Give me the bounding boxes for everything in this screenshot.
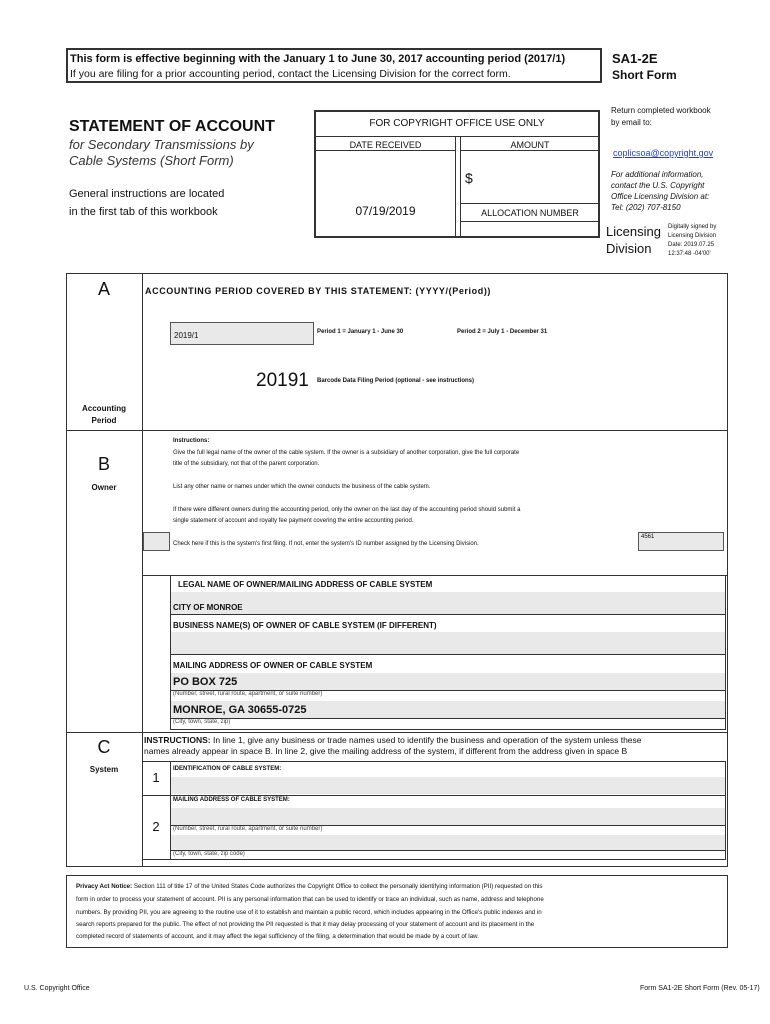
privacy-line-5: completed record of statements of account, and it may affect the legal sufficiency of the filing, a determination that would be made by a court of law. xyxy=(76,933,479,940)
privacy-line-4: search reports prepared for the public. The effect of not providing the PII requested is that it may delay processing of your statement of account and its placement in the xyxy=(76,921,535,928)
space-a-side-1: Accounting xyxy=(82,404,126,413)
privacy-line-3: numbers. By providing PII, you are agreeing to the routine use of it to establish and maintain a public record, which includes appearing in the Office's public indexes and in xyxy=(76,909,542,916)
business-name-field[interactable] xyxy=(171,632,725,654)
owner-instruction-3a: If there were different owners during the accounting period, only the owner on the last day of the accounting period should submit a xyxy=(173,507,521,513)
owner-instruction-1a: Give the full legal name of the owner of the cable system. If the owner is a subsidiary of another corporation, give the full corporate xyxy=(173,450,520,456)
identification-field[interactable] xyxy=(171,777,725,794)
owner-instruction-3b: single statement of account and royalty fee payment covering the entire accounting period. xyxy=(173,518,414,524)
footer-right: Form SA1-2E Short Form (Rev. 05-17) xyxy=(640,985,760,992)
legal-name-field[interactable] xyxy=(171,592,725,614)
form-type: Short Form xyxy=(612,68,677,82)
info-line-1: For additional information, xyxy=(611,170,704,179)
return-email-link[interactable]: coplicsoa@copyright.gov xyxy=(613,148,714,158)
signature-name-1: Licensing xyxy=(606,224,661,239)
privacy-bold: Privacy Act Notice: xyxy=(76,883,133,890)
info-line-3: Office Licensing Division at: xyxy=(611,192,710,201)
signature-detail-4: 12:37:48 -04'00' xyxy=(668,251,711,257)
effective-notice-line2: If you are filing for a prior accounting period, contact the Licensing Division for the correct form. xyxy=(70,68,511,80)
return-line-1: Return completed workbook xyxy=(611,106,711,115)
statement-title: STATEMENT OF ACCOUNT xyxy=(69,118,275,135)
general-instructions-1: General instructions are located xyxy=(69,188,225,200)
signature-name-2: Division xyxy=(606,241,652,256)
barcode-period-value: 20191 xyxy=(256,370,309,391)
privacy-line-1 xyxy=(76,883,543,890)
amount-label: AMOUNT xyxy=(510,140,550,150)
system-street-field[interactable] xyxy=(171,808,725,825)
owner-instructions-title: Instructions: xyxy=(173,438,210,444)
period-2-note: Period 2 = July 1 - December 31 xyxy=(457,329,548,335)
form-code: SA1-2E xyxy=(612,51,658,66)
legal-name-value: CITY OF MONROE xyxy=(173,603,243,612)
system-mailing-label: MAILING ADDRESS OF CABLE SYSTEM: xyxy=(173,797,290,803)
return-line-2: by email to: xyxy=(611,118,652,127)
system-instructions-line2: names already appear in space B. In line 2, give the mailing address of the system, if different from the address given in space B xyxy=(144,746,628,756)
system-street-caption: (Number, street, rural route, apartment, or suite number) xyxy=(173,826,323,832)
office-use-box xyxy=(314,110,600,238)
system-city-field[interactable] xyxy=(171,835,725,850)
owner-city-value: MONROE, GA 30655-0725 xyxy=(173,704,307,716)
date-received-label: DATE RECEIVED xyxy=(349,140,422,150)
accounting-period-value: 2019/1 xyxy=(174,331,199,340)
space-c-letter: C xyxy=(97,737,111,757)
line-2-number: 2 xyxy=(152,819,160,834)
effective-notice-line1: This form is effective beginning with the January 1 to June 30, 2017 accounting period (2017/1) xyxy=(70,53,566,65)
first-filing-label: Check here if this is the system's first filing. If not, enter the system's ID number assigned by the Licensing Division. xyxy=(173,541,479,547)
owner-street-caption: (Number, street, rural route, apartment, or suite number) xyxy=(173,691,323,697)
system-id-value: 4561 xyxy=(641,534,655,540)
space-b-letter: B xyxy=(97,454,110,474)
barcode-period-label: Barcode Data Filing Period (optional - see instructions) xyxy=(317,378,475,384)
general-instructions-2: in the first tab of this workbook xyxy=(69,206,218,218)
system-instructions-bold: INSTRUCTIONS: xyxy=(144,735,211,745)
info-line-2: contact the U.S. Copyright xyxy=(611,181,705,190)
info-line-4: Tel: (202) 707-8150 xyxy=(611,203,681,212)
space-a-side-2: Period xyxy=(91,416,117,425)
owner-city-caption: (City, town, state, zip) xyxy=(173,719,231,725)
accounting-period-heading: ACCOUNTING PERIOD COVERED BY THIS STATEMENT: (YYYY/(Period)) xyxy=(145,286,492,296)
owner-street-field[interactable] xyxy=(171,673,725,690)
statement-subtitle-1: for Secondary Transmissions by xyxy=(69,137,254,152)
allocation-number-label: ALLOCATION NUMBER xyxy=(481,208,579,218)
space-a-letter: A xyxy=(97,279,110,299)
legal-name-label: LEGAL NAME OF OWNER/MAILING ADDRESS OF CABLE SYSTEM xyxy=(178,580,433,589)
statement-subtitle-2: Cable Systems (Short Form) xyxy=(69,153,234,168)
owner-instruction-2: List any other name or names under which the owner conducts the business of the cable system. xyxy=(173,484,431,490)
business-name-label: BUSINESS NAME(S) OF OWNER OF CABLE SYSTEM (IF DIFFERENT) xyxy=(173,621,437,630)
system-instructions-line1: In line 1, give any business or trade names used to identify the business and operation of the system unless these xyxy=(210,735,642,745)
signature-detail-1: Digitally signed by xyxy=(668,224,717,230)
owner-mailing-label: MAILING ADDRESS OF OWNER OF CABLE SYSTEM xyxy=(173,661,373,670)
footer-left: U.S. Copyright Office xyxy=(24,985,90,992)
system-city-caption: (City, town, state, zip code) xyxy=(173,851,245,857)
system-instructions xyxy=(144,735,728,745)
owner-street-value: PO BOX 725 xyxy=(173,676,238,688)
owner-instruction-1b: title of the subsidiary, not that of the parent corporation. xyxy=(173,461,320,467)
line-1-number: 1 xyxy=(152,770,160,785)
privacy-line-2: form in order to process your statement of account. PII is any personal information that can be used to identify or trace an individual, such as name, address and telephone xyxy=(76,896,544,903)
amount-dollar-sign: $ xyxy=(465,170,473,186)
signature-detail-2: Licensing Division xyxy=(668,233,717,239)
space-b-side: Owner xyxy=(91,483,117,492)
privacy-text-1: Section 111 of title 17 of the United States Code authorizes the Copyright Office to collect the personally identifying information (PII) requested on this xyxy=(132,883,543,890)
identification-label: IDENTIFICATION OF CABLE SYSTEM: xyxy=(173,766,282,772)
first-filing-checkbox[interactable] xyxy=(143,532,170,551)
space-c-side: System xyxy=(89,765,119,774)
signature-detail-3: Date: 2019.07.25 xyxy=(668,242,715,248)
date-received-value: 07/19/2019 xyxy=(355,204,416,218)
office-use-header: FOR COPYRIGHT OFFICE USE ONLY xyxy=(369,118,545,129)
period-1-note: Period 1 = January 1 - June 30 xyxy=(317,329,404,335)
